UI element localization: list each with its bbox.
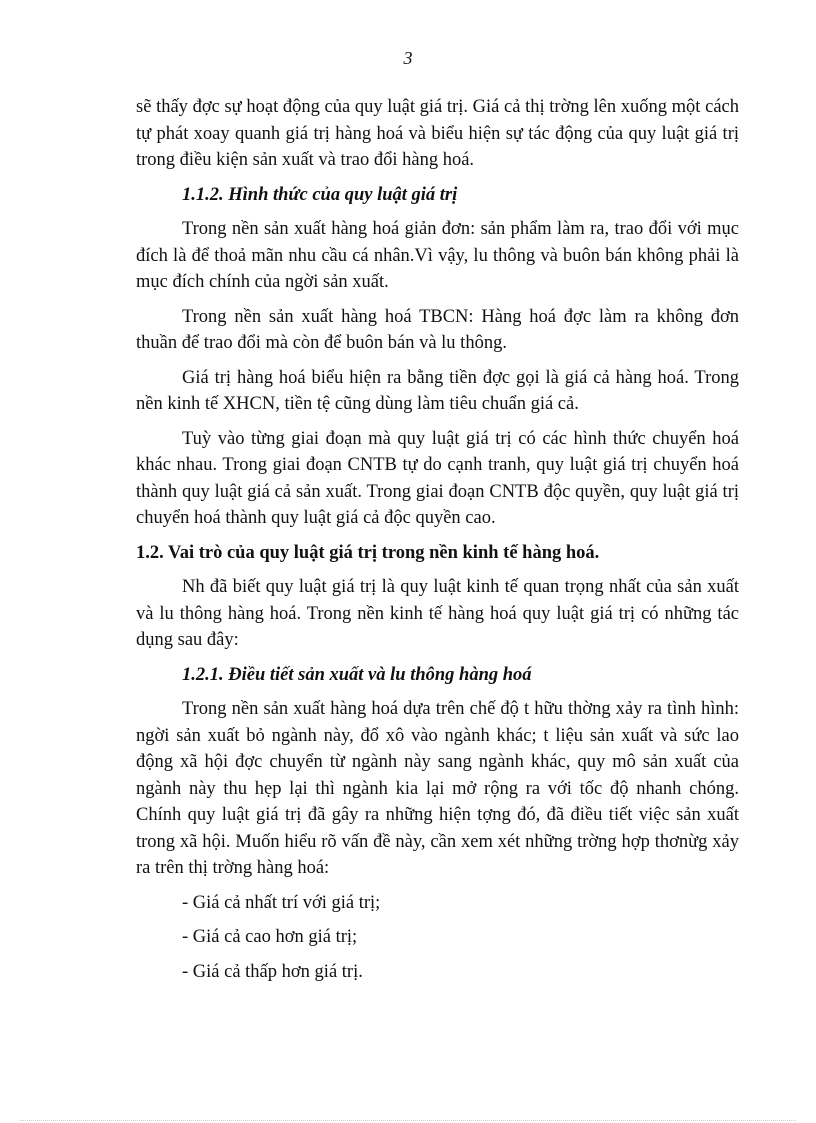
paragraph: Tuỳ vào từng giai đoạn mà quy luật giá trị có các hình thức chuyển hoá khác nhau. Trong giai đoạn CNTB tự do cạnh tranh, quy luật giá trị chuyển hoá thành quy luật giá cả sản xuất. Trong giai đoạn CNTB độc quyền, quy luật giá trị chuyển hoá thành quy luật giá cả độc quyền cao. [136, 428, 739, 528]
section-heading: 1.2. Vai trò của quy luật giá trị trong nền kinh tế hàng hoá. [136, 542, 600, 563]
paragraph: Nh đã biết quy luật giá trị là quy luật kinh tế quan trọng nhất của sản xuất và lu thông hàng hoá. Trong nền kinh tế hàng hoá quy luật giá trị có những tác dụng sau đây: [136, 577, 739, 650]
page-number: 3 [403, 48, 413, 68]
list-item: - Giá cả thấp hơn giá trị. [182, 961, 363, 982]
page-bottom-rule [20, 1120, 796, 1121]
list-item: - Giá cả nhất trí với giá trị; [182, 892, 381, 913]
paragraph: Trong nền sản xuất hàng hoá giản đơn: sản phẩm làm ra, trao đổi với mục đích là để thoả mãn nhu cầu cá nhân.Vì vậy, lu thông và buôn bán không phải là mục đích chính của ngời sản xuất. [136, 219, 739, 292]
section-heading: 1.1.2. Hình thức của quy luật giá trị [182, 184, 458, 205]
section-heading: 1.2.1. Điều tiết sản xuất và lu thông hàng hoá [182, 664, 532, 685]
paragraph: Trong nền sản xuất hàng hoá TBCN: Hàng hoá đợc làm ra không đơn thuần để trao đổi mà còn để buôn bán và lu thông. [136, 306, 739, 353]
paragraph: Trong nền sản xuất hàng hoá dựa trên chế độ t hữu thờng xảy ra tình hình: ngời sản xuất bỏ ngành này, đổ xô vào ngành khác; t liệu sản xuất và sức lao động xã hội đợc chuyển từ ngành này sang ngành khác, quy mô sản xuất của ngành này thu hẹp lại thì ngành kia lại mở rộng ra với tốc độ nhanh chóng. Chính quy luật giá trị đã gây ra những hiện tợng đó, đã điều tiết việc sản xuất trong xã hội. Muốn hiểu rõ vấn đề này, cần xem xét những trờng hợp thơnừg xảy ra trên thị trờng hàng hoá: [136, 699, 739, 878]
paragraph: sẽ thấy đợc sự hoạt động của quy luật giá trị. Giá cả thị trờng lên xuống một cách tự phát xoay quanh giá trị hàng hoá và biểu hiện sự tác động của quy luật giá trị trong điều kiện sản xuất và trao đổi hàng hoá. [136, 97, 739, 170]
list-item: - Giá cả cao hơn giá trị; [182, 927, 358, 947]
document-body [136, 94, 739, 993]
paragraph: Giá trị hàng hoá biểu hiện ra bằng tiền đợc gọi là giá cả hàng hoá. Trong nền kinh tế XHCN, tiền tệ cũng dùng làm tiêu chuẩn giá cả. [136, 367, 739, 414]
